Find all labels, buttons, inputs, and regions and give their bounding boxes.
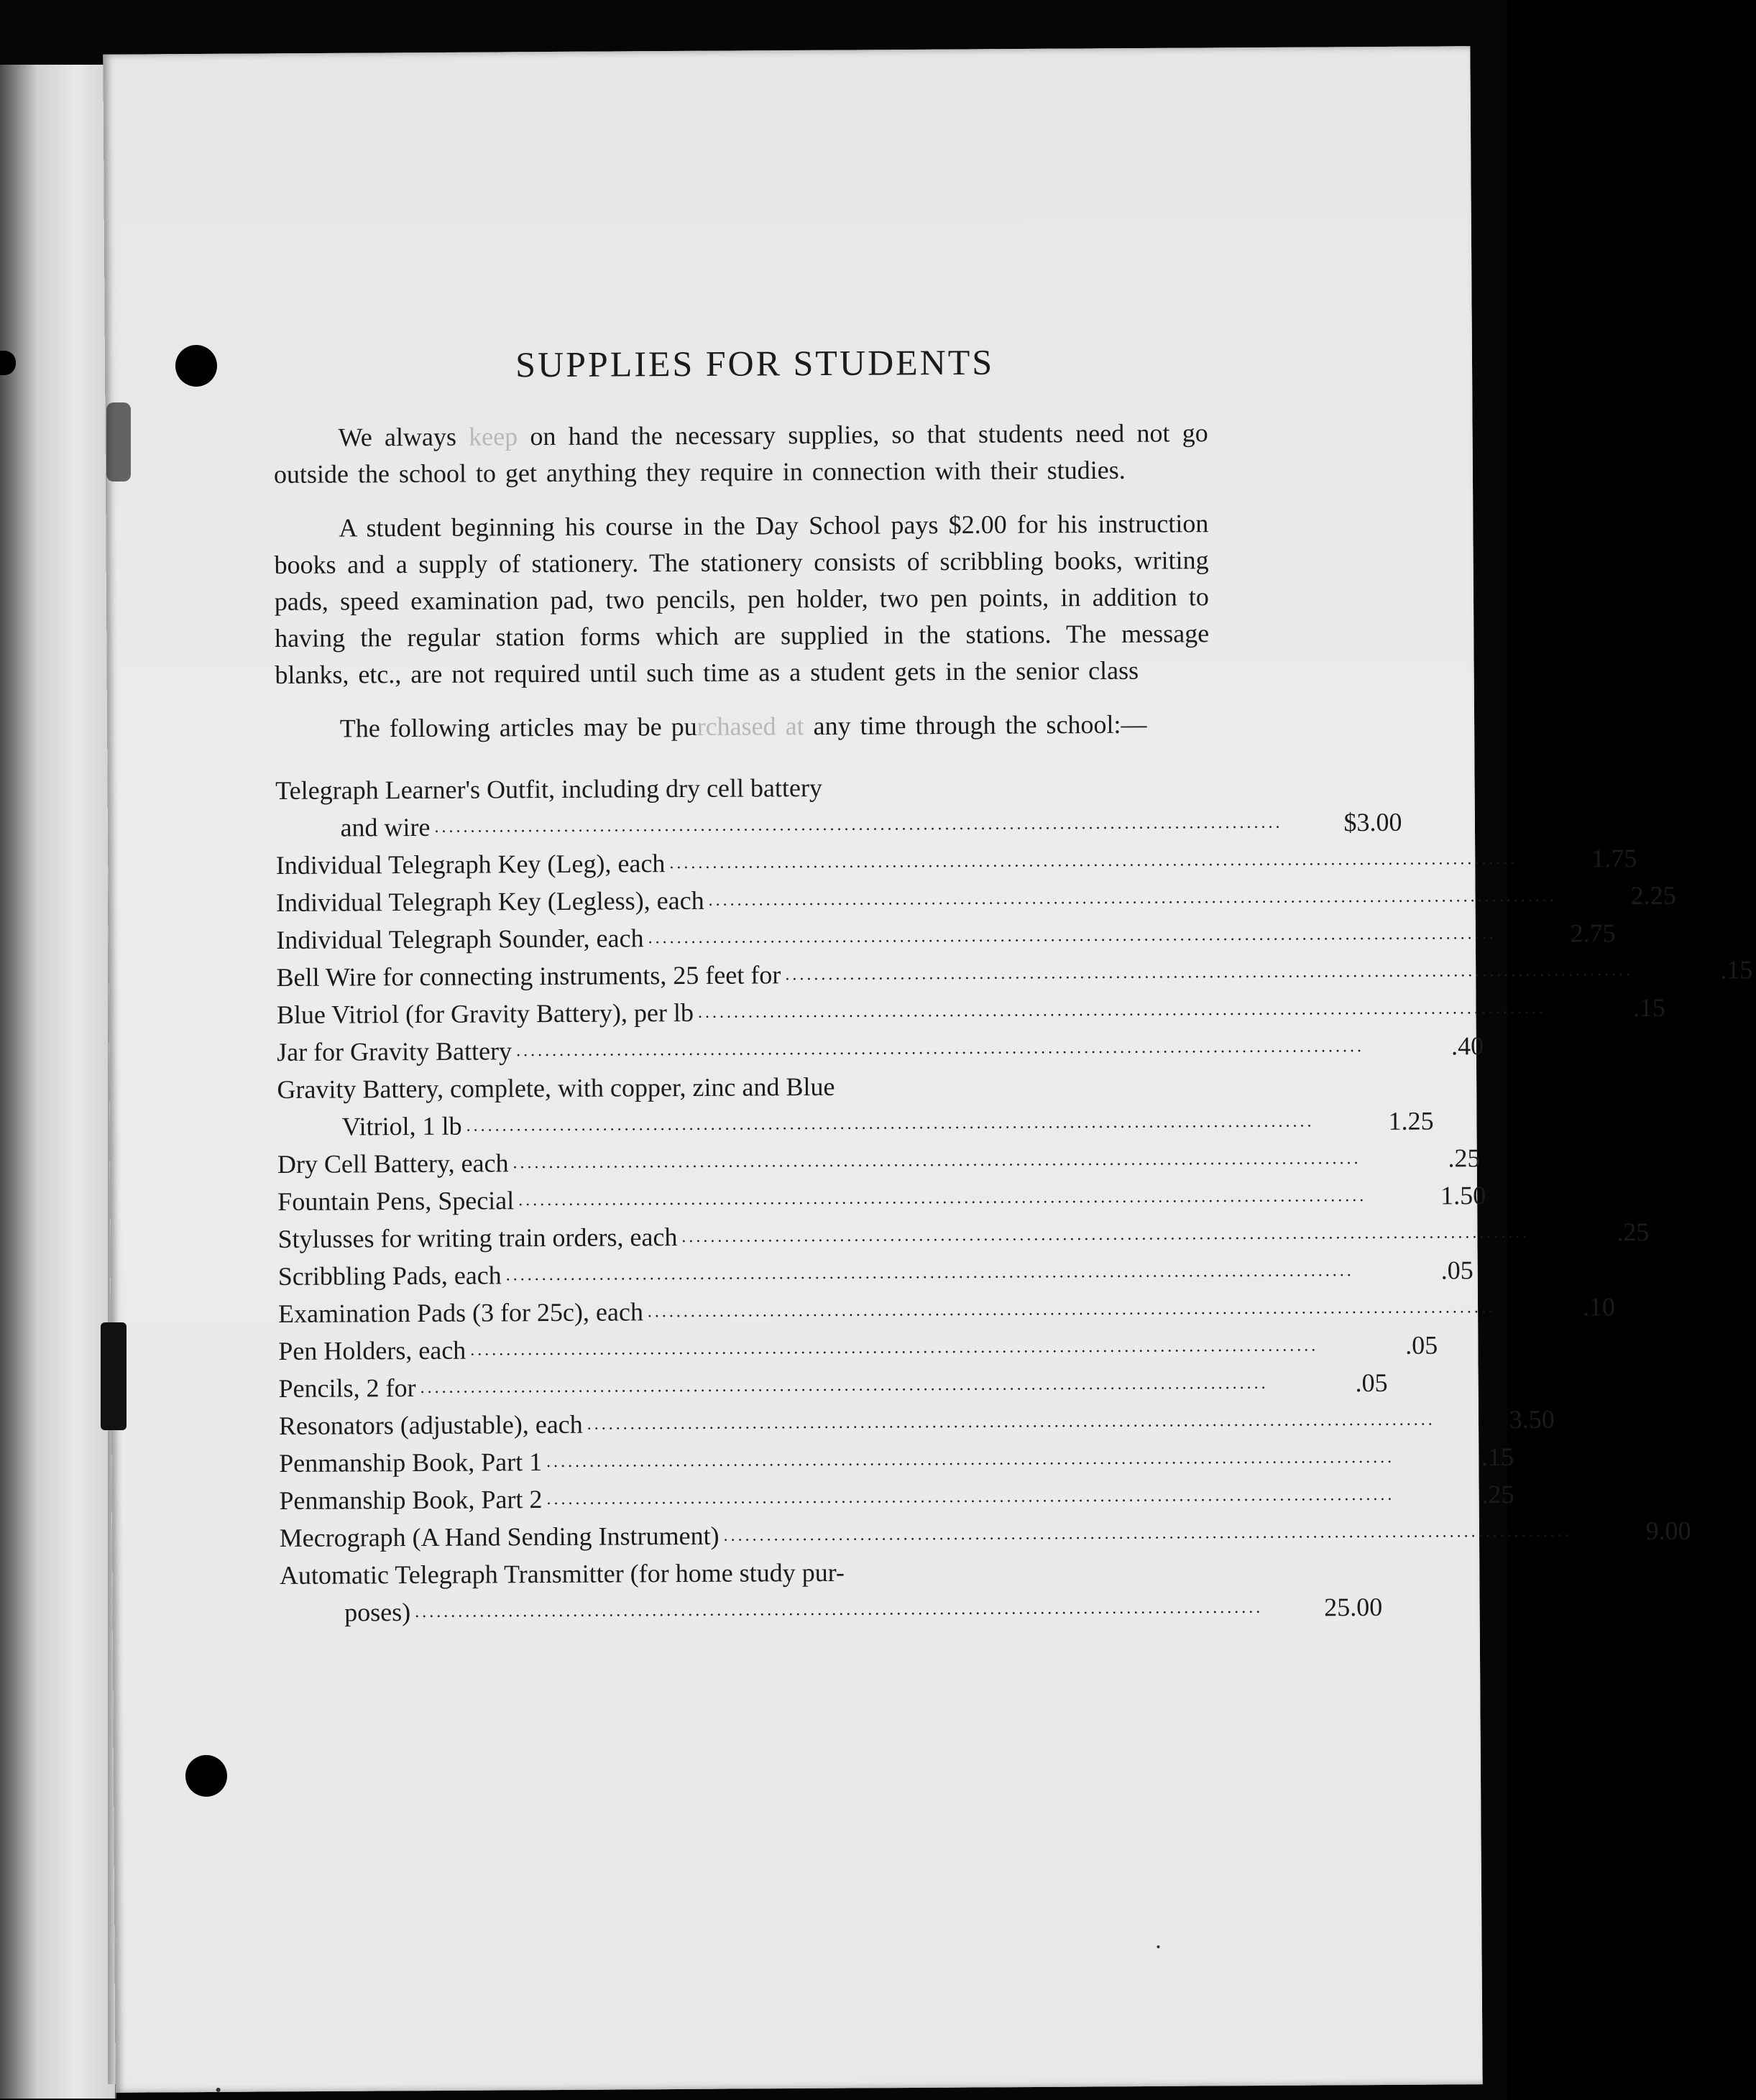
item-label: Mecrograph (A Hand Sending Instrument) [279, 1521, 720, 1552]
item-label: Blue Vitriol (for Gravity Battery), per lb [276, 998, 694, 1029]
item-label: Jar for Gravity Battery [277, 1036, 512, 1067]
price-list-item [278, 1365, 1388, 1407]
intro-paragraph [274, 415, 1209, 493]
paragraph-text: The following articles may be pu [339, 711, 697, 743]
dot-leader: ...................................................................................................................... [512, 1149, 1361, 1173]
dot-leader: ...................................................................................................................... [434, 813, 1283, 837]
dot-leader: ...................................................................................................................... [420, 1373, 1269, 1397]
item-label: Resonators (adjustable), each [278, 1409, 583, 1440]
dot-leader: ...................................................................................................................... [415, 1598, 1264, 1621]
dot-leader: ...................................................................................................................... [470, 1336, 1319, 1360]
item-price: .40 [1451, 1031, 1484, 1061]
day-school-paragraph: A student beginning his course in the Day School pays $2.00 for his instruction books and a supply of stationery. The stationery consists of scribbling books, writing pads, speed examination pad, two pencils, pen holder, two pen points, in addition to having the regular station forms which are supplied in the stations. The message blanks, etc., are not required until such time as a student gets in the senior class [274, 509, 1210, 689]
price-list-item [275, 842, 1637, 884]
item-label: and wire [340, 812, 431, 842]
item-label: Bell Wire for connecting instruments, 25 feet for [276, 960, 781, 992]
item-price: 25.00 [1324, 1592, 1383, 1622]
item-price: .15 [1720, 955, 1753, 985]
item-label-line1: Automatic Telegraph Transmitter (for home study pur- [279, 1557, 845, 1590]
item-label: Vitriol, 1 lb [341, 1111, 462, 1141]
item-label: Penmanship Book, Part 2 [279, 1485, 543, 1515]
item-price: 2.25 [1630, 880, 1676, 911]
item-price: 1.50 [1440, 1181, 1486, 1210]
previous-page-edge [0, 65, 116, 2099]
item-price: .15 [1632, 993, 1665, 1023]
dot-leader: ...................................................................................................................... [546, 1485, 1395, 1509]
price-list-item [279, 1514, 1691, 1557]
paragraph-text: We always [338, 422, 469, 452]
price-list-item [277, 1178, 1486, 1220]
item-label-line1: Gravity Battery, complete, with copper, zinc and Blue [277, 1072, 835, 1104]
item-label: Pencils, 2 for [278, 1373, 416, 1403]
item-label: Stylusses for writing train orders, each [277, 1222, 678, 1253]
price-list-item [277, 1028, 1484, 1071]
punch-hole-top [175, 345, 217, 387]
item-label: Fountain Pens, Special [277, 1186, 515, 1216]
dot-leader: ...................................................................................................................... [648, 924, 1497, 948]
articles-paragraph [275, 706, 1210, 747]
price-list-item [277, 1215, 1650, 1258]
price-list-item [275, 767, 1402, 847]
price-list-item [279, 1552, 1383, 1631]
dot-leader: ...................................................................................................................... [466, 1112, 1315, 1136]
price-list-item [279, 1477, 1514, 1519]
dot-leader: ...................................................................................................................... [587, 1410, 1435, 1434]
dust-speck [216, 2088, 221, 2092]
item-price: 9.00 [1645, 1516, 1691, 1546]
item-price: 2.75 [1570, 918, 1616, 948]
item-label: Scribbling Pads, each [277, 1261, 502, 1291]
item-price: 3.50 [1509, 1404, 1555, 1434]
paragraph-text: on hand the necessary supplies, so that students need not go outside the school to get anything they require in connection with their studies. [273, 418, 1208, 489]
item-label: Dry Cell Battery, each [277, 1148, 509, 1179]
price-list-item [277, 1141, 1481, 1183]
item-label: Pen Holders, each [278, 1335, 466, 1366]
item-label: Individual Telegraph Key (Legless), each [275, 885, 704, 917]
item-price: .25 [1481, 1479, 1514, 1509]
dust-speck [1157, 1945, 1159, 1948]
item-price: 1.25 [1388, 1106, 1434, 1136]
item-price: .15 [1481, 1442, 1514, 1472]
dot-leader: ...................................................................................................................... [697, 998, 1546, 1022]
price-list-item [278, 1327, 1438, 1370]
faded-text: keep [469, 422, 518, 451]
dot-leader: ...................................................................................................................... [505, 1261, 1354, 1285]
item-label-line1: Telegraph Learner's Outfit, including dry cell battery [275, 773, 823, 805]
item-price: 1.75 [1591, 844, 1637, 873]
item-label: Individual Telegraph Sounder, each [276, 924, 644, 954]
price-list-item [276, 954, 1753, 996]
item-price: .25 [1617, 1217, 1650, 1247]
price-list [275, 767, 1753, 1631]
price-list-item [278, 1402, 1555, 1445]
item-price: .05 [1405, 1330, 1438, 1360]
item-price: $3.00 [1343, 807, 1402, 837]
dot-leader: ...................................................................................................................... [546, 1447, 1395, 1472]
item-label: Individual Telegraph Key (Leg), each [275, 849, 666, 880]
price-list-item [275, 879, 1676, 921]
price-list-item [276, 991, 1665, 1033]
paragraph-text: any time through the school:— [804, 709, 1147, 741]
dot-leader: ...................................................................................................................... [785, 961, 1634, 985]
page-title: SUPPLIES FOR STUDENTS [515, 341, 995, 385]
price-list-item [277, 1066, 1434, 1146]
punch-hole-bottom [185, 1755, 227, 1797]
item-price: .25 [1448, 1143, 1481, 1173]
dot-leader: ...................................................................................................................... [681, 1222, 1530, 1247]
binding-clip [101, 1322, 127, 1430]
price-list-item [279, 1440, 1514, 1482]
item-label: Penmanship Book, Part 1 [279, 1447, 543, 1478]
item-price: .05 [1355, 1368, 1388, 1398]
price-list-item [277, 1290, 1615, 1332]
dot-leader: ...................................................................................................................... [647, 1298, 1496, 1322]
dot-leader: ...................................................................................................................... [518, 1187, 1367, 1210]
item-price: .05 [1440, 1256, 1474, 1285]
dot-leader: ...................................................................................................................... [515, 1037, 1365, 1061]
page-content [273, 340, 1753, 1631]
dot-leader: ...................................................................................................................... [669, 849, 1518, 873]
item-label: Examination Pads (3 for 25c), each [277, 1297, 643, 1328]
price-list-item [277, 1253, 1474, 1295]
price-list-item [276, 916, 1616, 959]
binding-mark [106, 402, 131, 482]
faded-text: rchased at [697, 711, 804, 741]
item-label: poses) [344, 1598, 411, 1627]
dot-leader: ...................................................................................................................... [708, 886, 1557, 910]
item-price: .10 [1582, 1292, 1615, 1322]
dot-leader: ...................................................................................................................... [723, 1521, 1572, 1545]
